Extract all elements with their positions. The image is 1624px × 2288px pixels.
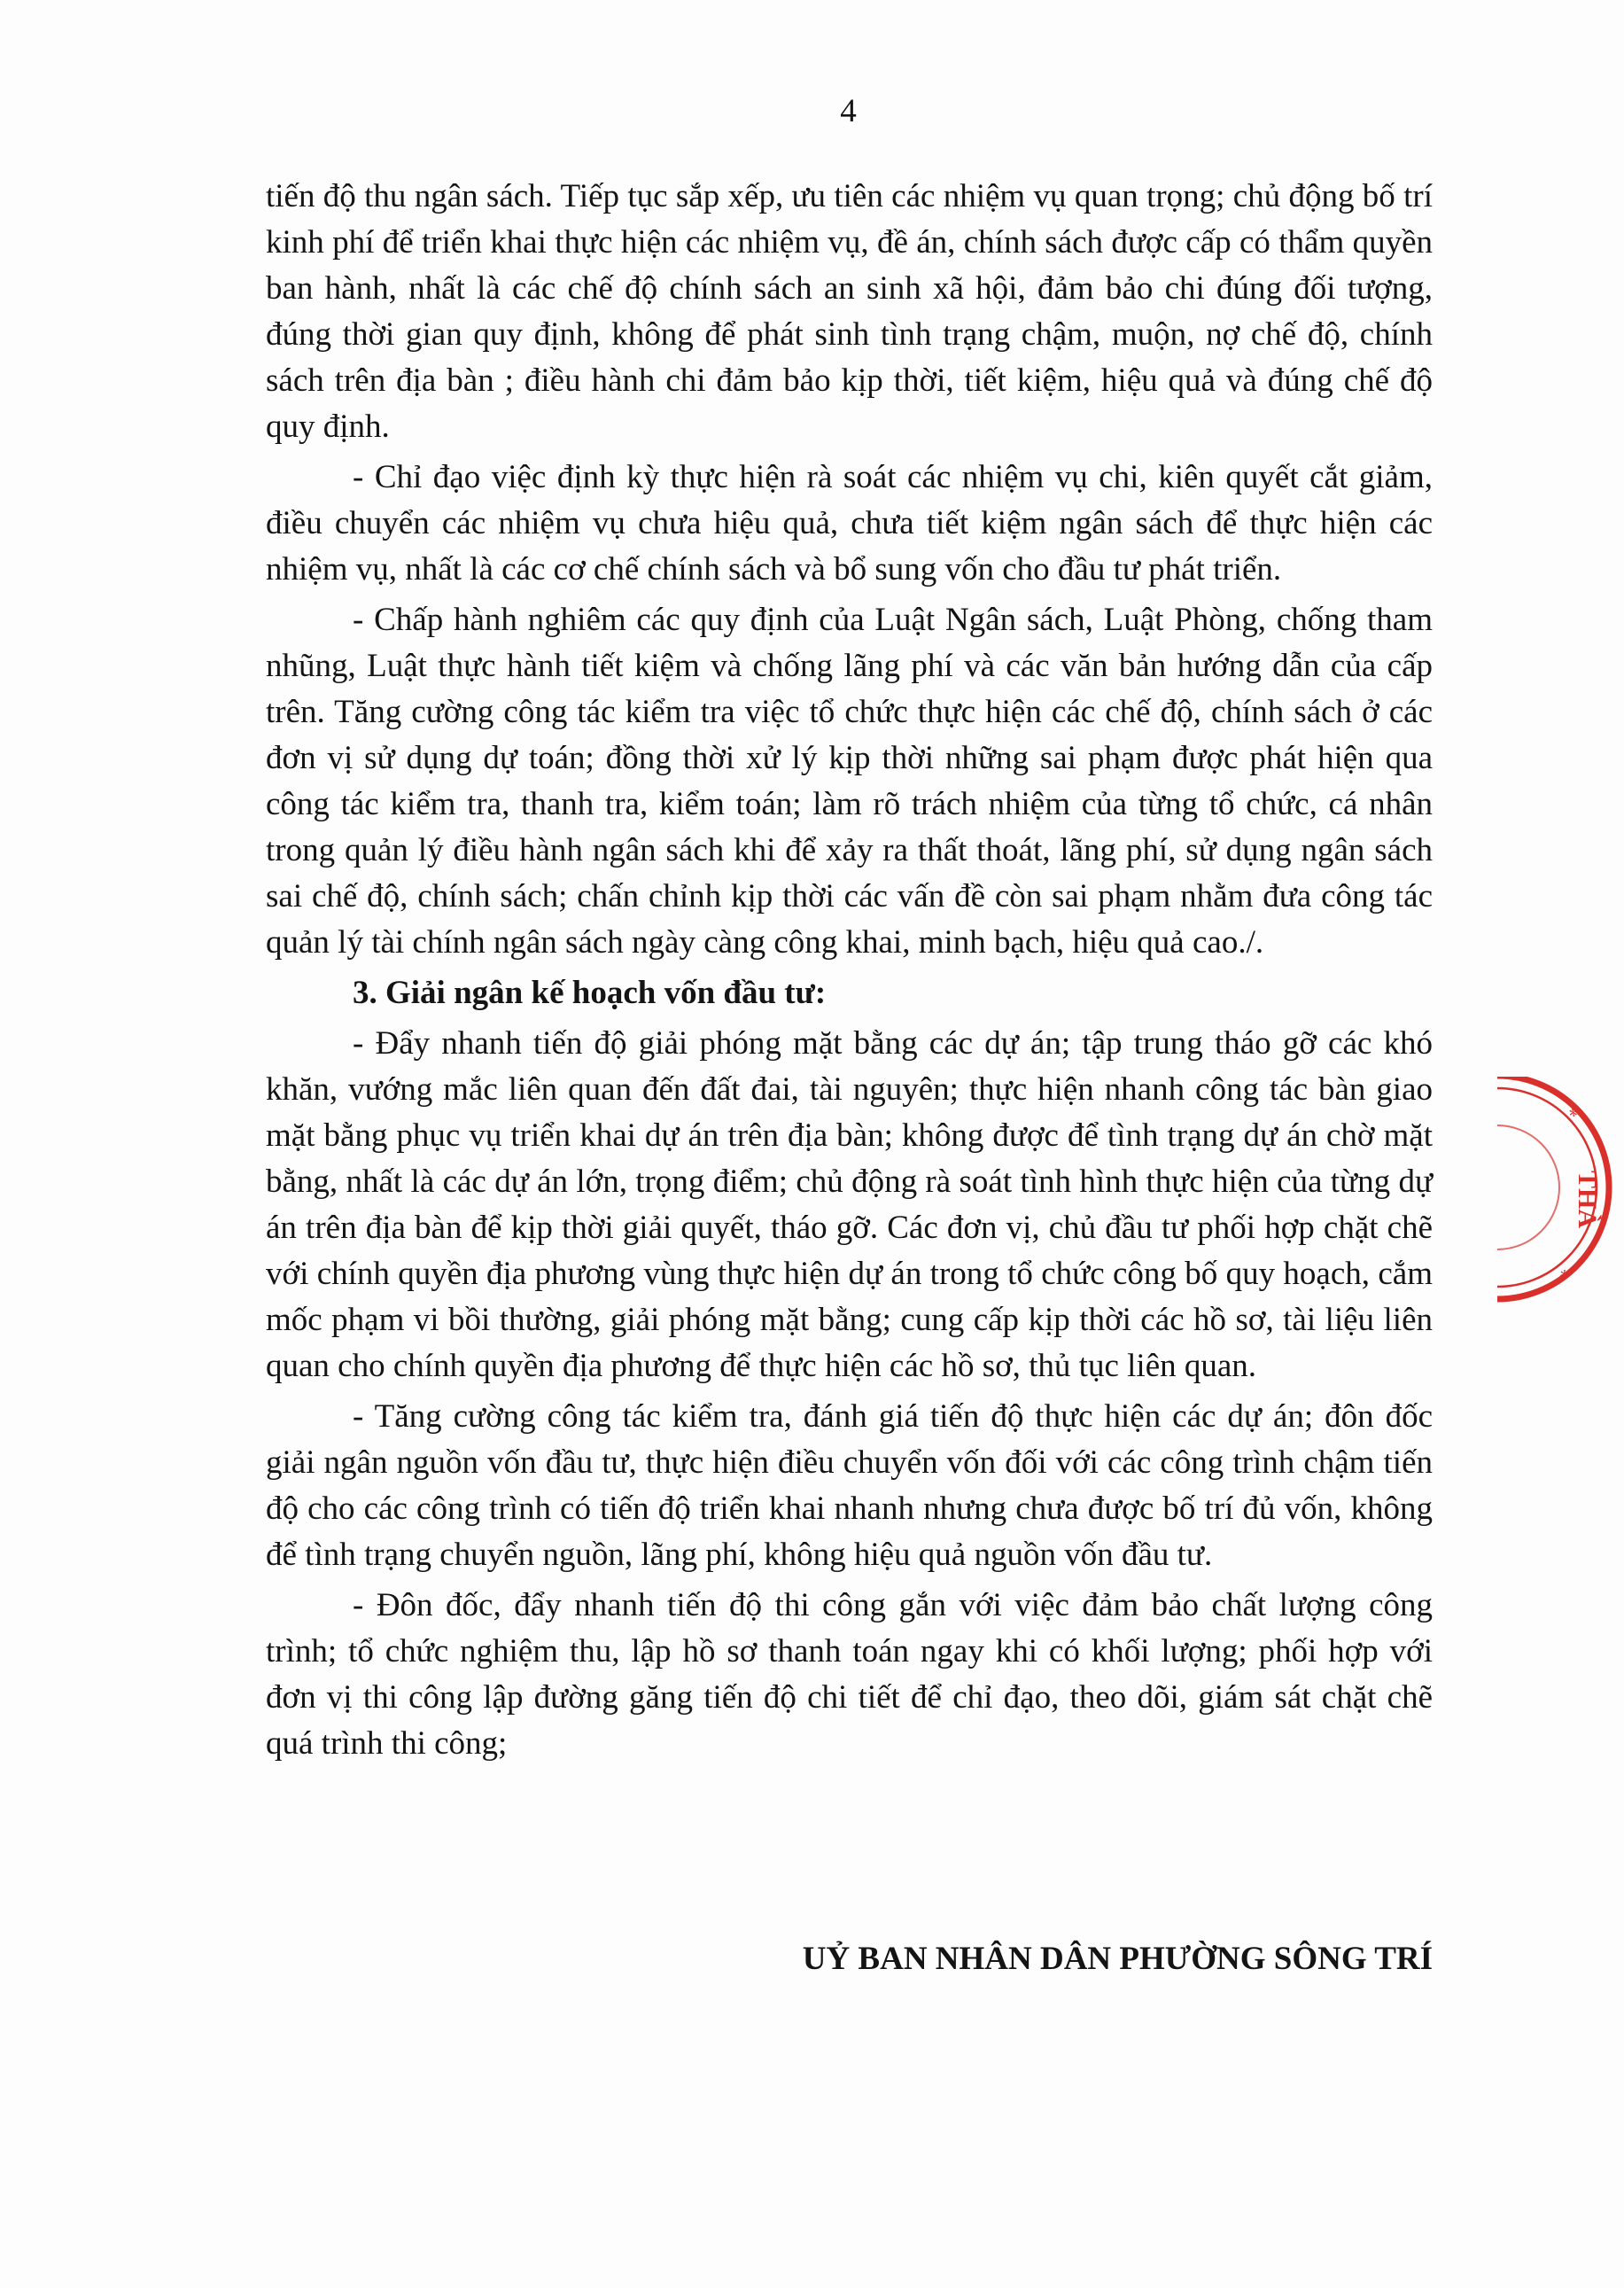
- seal-graphic: [1497, 1077, 1624, 1307]
- red-seal-stamp: [1497, 1077, 1624, 1307]
- paragraph-review-tasks: - Chỉ đạo việc định kỳ thực hiện rà soát các nhiệm vụ chi, kiên quyết cắt giảm, điều chuyển các nhiệm vụ chưa hiệu quả, chưa tiết kiệm ngân sách để thực hiện các nhiệm vụ, nhất là các cơ chế chính sách và bổ sung vốn cho đầu tư phát triển.: [266, 459, 1433, 588]
- svg-text:*: *: [1558, 1103, 1583, 1125]
- paragraph-construction: - Đôn đốc, đẩy nhanh tiến độ thi công gắn với việc đảm bảo chất lượng công trình; tổ chức nghiệm thu, lập hồ sơ thanh toán ngay khi có khối lượng; phối hợp với đơn vị thi công lập đường găng tiến độ chi tiết để chỉ đạo, theo dõi, giám sát chặt chẽ quá trình thi công;: [266, 1587, 1433, 1762]
- document-body: [266, 174, 1433, 1771]
- svg-text:*: *: [1550, 1262, 1574, 1283]
- paragraph-inspection: - Tăng cường công tác kiểm tra, đánh giá tiến độ thực hiện các dự án; đôn đốc giải ngân nguồn vốn đầu tư, thực hiện điều chuyển vốn đối với các công trình chậm tiến độ cho các công trình có tiến độ triển khai nhanh nhưng chưa được bố trí đủ vốn, không để tình trạng chuyển nguồn, lãng phí, không hiệu quả nguồn vốn đầu tư.: [266, 1398, 1433, 1573]
- seal-text: THÀ: [1573, 1171, 1602, 1229]
- page-number: 4: [840, 93, 857, 129]
- paragraph-site-clearance: - Đẩy nhanh tiến độ giải phóng mặt bằng các dự án; tập trung tháo gỡ các khó khăn, vướng mắc liên quan đến đất đai, tài nguyên; thực hiện nhanh công tác bàn giao mặt bằng phục vụ triển khai dự án trên địa bàn; không được để tình trạng dự án chờ mặt bằng, nhất là các dự án lớn, trọng điểm; chủ động rà soát tình hình thực hiện của từng dự án trên địa bàn để kịp thời giải quyết, tháo gỡ. Các đơn vị, chủ đầu tư phối hợp chặt chẽ với chính quyền địa phương vùng thực hiện dự án trong tổ chức công bố quy hoạch, cắm mốc phạm vi bồi thường, giải phóng mặt bằng; cung cấp kịp thời các hồ sơ, tài liệu liên quan cho chính quyền địa phương để thực hiện các hồ sơ, thủ tục liên quan.: [266, 1025, 1433, 1384]
- paragraph-comply-regulations: - Chấp hành nghiêm các quy định của Luật Ngân sách, Luật Phòng, chống tham nhũng, Luật thực hành tiết kiệm và chống lãng phí và các văn bản hướng dẫn của cấp trên. Tăng cường công tác kiểm tra việc tổ chức thực hiện các chế độ, chính sách ở các đơn vị sử dụng dự toán; đồng thời xử lý kịp thời những sai phạm được phát hiện qua công tác kiểm tra, thanh tra, kiểm toán; làm rõ trách nhiệm của từng tổ chức, cá nhân trong quản lý điều hành ngân sách khi để xảy ra thất thoát, lãng phí, sử dụng ngân sách sai chế độ, chính sách; chấn chỉnh kịp thời các vấn đề còn sai phạm nhằm đưa công tác quản lý tài chính ngân sách ngày càng công khai, minh bạch, hiệu quả cao./.: [266, 602, 1433, 961]
- signature-organization: UỶ BAN NHÂN DÂN PHƯỜNG SÔNG TRÍ: [802, 1941, 1433, 1977]
- paragraph-budget-revenue: tiến độ thu ngân sách. Tiếp tục sắp xếp, ưu tiên các nhiệm vụ quan trọng; chủ động bố trí kinh phí để triển khai thực hiện các nhiệm vụ, đề án, chính sách được cấp có thẩm quyền ban hành, nhất là các chế độ chính sách an sinh xã hội, đảm bảo chi đúng đối tượng, đúng thời gian quy định, không để phát sinh tình trạng chậm, muộn, nợ chế độ, chính sách trên địa bàn ; điều hành chi đảm bảo kịp thời, tiết kiệm, hiệu quả và đúng chế độ quy định.: [266, 178, 1433, 445]
- section-heading-investment: 3. Giải ngân kế hoạch vốn đầu tư:: [353, 975, 827, 1011]
